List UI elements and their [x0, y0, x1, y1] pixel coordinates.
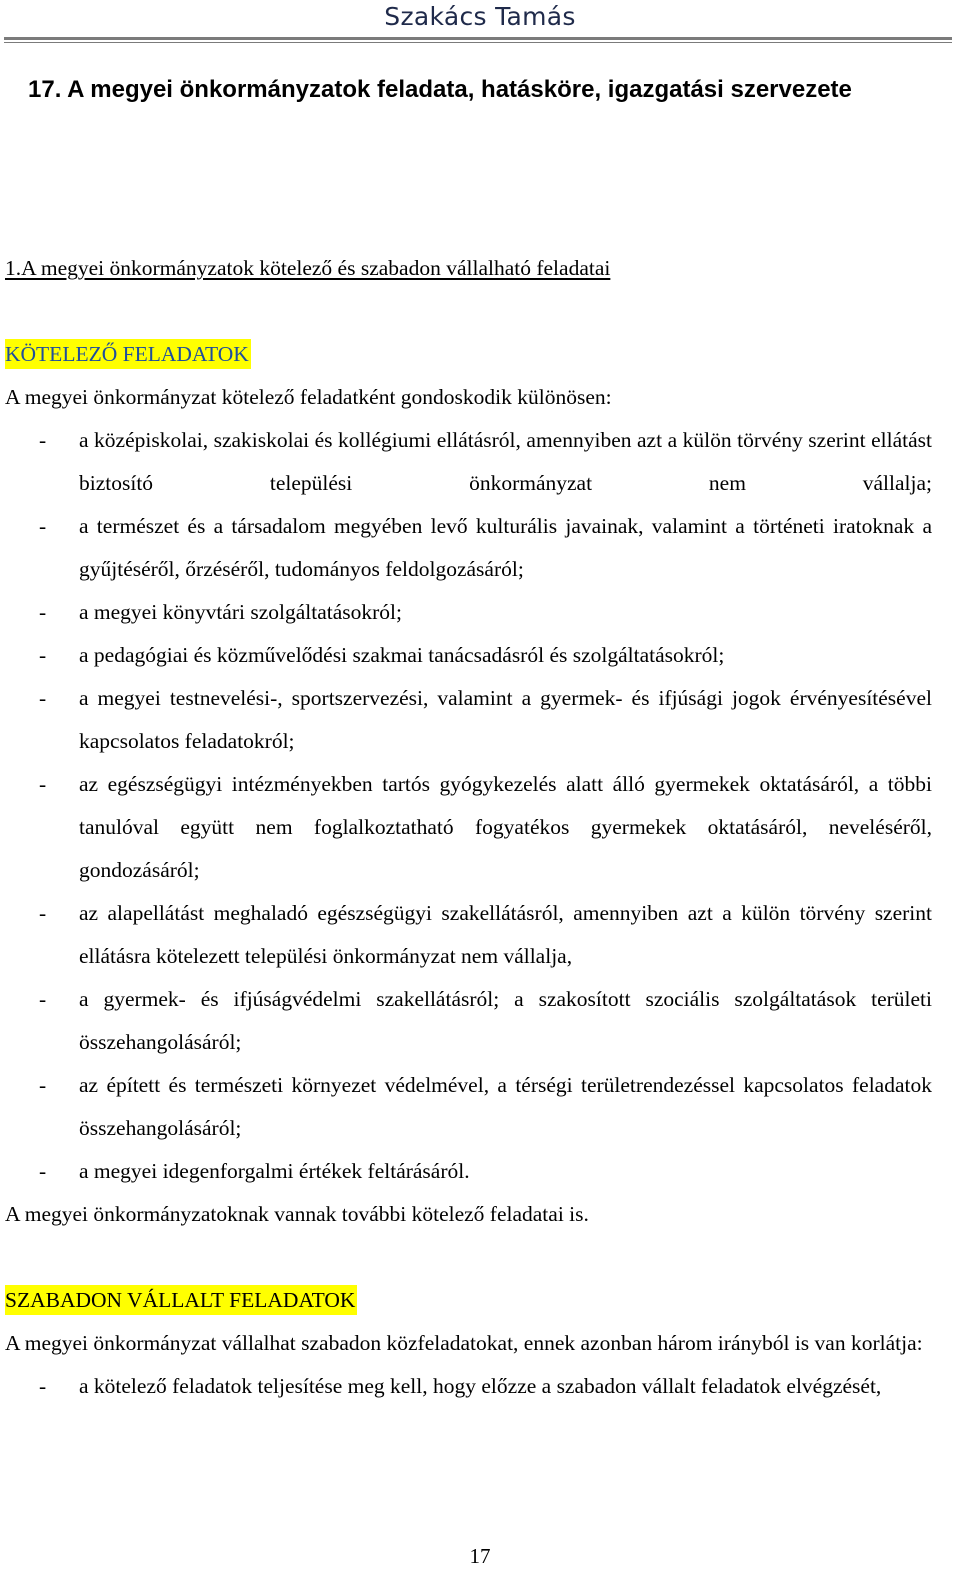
list-dash: - — [39, 901, 47, 925]
voluntary-intro: A megyei önkormányzat vállalhat szabadon közfeladatokat, ennek azonban három irányból is van korlátja: — [5, 1331, 923, 1355]
list-item — [5, 978, 932, 1064]
spacer — [5, 290, 932, 333]
list-item — [5, 1064, 932, 1150]
mandatory-heading: KÖTELEZŐ FELADATOK — [5, 339, 251, 369]
list-item — [5, 763, 932, 892]
mandatory-intro: A megyei önkormányzat kötelező feladatként gondoskodik különösen: — [5, 385, 612, 409]
list-dash: - — [39, 987, 47, 1011]
running-header-author: Szakács Tamás — [384, 2, 576, 31]
list-dash: - — [39, 686, 47, 710]
list-item-text: a gyermek- és ifjúságvédelmi szakellátásról; a szakosított szociális szolgáltatások területi összehangolásáról; — [79, 987, 932, 1054]
list-dash: - — [39, 600, 47, 624]
section-heading-text: 1.A megyei önkormányzatok kötelező és szabadon vállalható feladatai — [5, 256, 611, 280]
list-item-text: a kötelező feladatok teljesítése meg kell, hogy előzze a szabadon vállalt feladatok elvégzését, — [79, 1374, 882, 1398]
list-item-text: a megyei idegenforgalmi értékek feltárásáról. — [79, 1159, 470, 1183]
document-body — [5, 247, 932, 1408]
mandatory-heading-line — [5, 333, 932, 376]
list-item — [5, 505, 932, 591]
list-item — [5, 419, 932, 505]
list-item — [5, 591, 932, 634]
list-dash: - — [39, 1159, 47, 1183]
header-rule — [4, 37, 952, 40]
list-dash: - — [39, 1374, 47, 1398]
list-dash: - — [39, 428, 47, 452]
voluntary-heading: SZABADON VÁLLALT FELADATOK — [5, 1285, 357, 1315]
list-item — [5, 1365, 932, 1408]
list-item-text: a megyei könyvtári szolgáltatásokról; — [79, 600, 403, 624]
list-item — [5, 677, 932, 763]
list-item-text: az alapellátást meghaladó egészségügyi szakellátásról, amennyiben azt a külön törvény szerint ellátásra kötelezett települési önkormányzat nem vállalja, — [79, 901, 932, 968]
list-item-text: a megyei testnevelési-, sportszervezési, valamint a gyermek- és ifjúsági jogok érvényesítésével kapcsolatos feladatokról; — [79, 686, 932, 753]
spacer — [5, 1236, 932, 1279]
mandatory-list — [5, 419, 932, 1193]
list-item-text: az épített és természeti környezet védelmével, a térségi területrendezéssel kapcsolatos feladatok összehangolásáról; — [79, 1073, 932, 1140]
voluntary-heading-line — [5, 1279, 932, 1322]
list-dash: - — [39, 1073, 47, 1097]
list-item — [5, 634, 932, 677]
page-number: 17 — [469, 1544, 491, 1568]
list-dash: - — [39, 514, 47, 538]
list-item — [5, 892, 932, 978]
list-dash: - — [39, 772, 47, 796]
header-rule-thin — [4, 42, 952, 43]
list-item-text: a középiskolai, szakiskolai és kollégiumi ellátásról, amennyiben azt a külön törvény szerint ellátást biztosító települési önkormányzat nem vállalja; — [79, 428, 932, 495]
chapter-title: 17. A megyei önkormányzatok feladata, hatásköre, igazgatási szervezete — [28, 76, 852, 103]
list-dash: - — [39, 643, 47, 667]
list-item — [5, 1150, 932, 1193]
mandatory-closing: A megyei önkormányzatoknak vannak további kötelező feladatai is. — [5, 1202, 589, 1226]
list-item-text: az egészségügyi intézményekben tartós gyógykezelés alatt álló gyermekek oktatásáról, a többi tanulóval együtt nem foglalkoztatható fogyatékos gyermekek oktatásáról, neveléséről, gondozásáról; — [79, 772, 932, 882]
voluntary-list — [5, 1365, 932, 1408]
section-heading — [5, 247, 932, 290]
list-item-text: a pedagógiai és közművelődési szakmai tanácsadásról és szolgáltatásokról; — [79, 643, 725, 667]
list-item-text: a természet és a társadalom megyében levő kulturális javainak, valamint a történeti iratoknak a gyűjtéséről, őrzéséről, tudományos feldolgozásáról; — [79, 514, 932, 581]
